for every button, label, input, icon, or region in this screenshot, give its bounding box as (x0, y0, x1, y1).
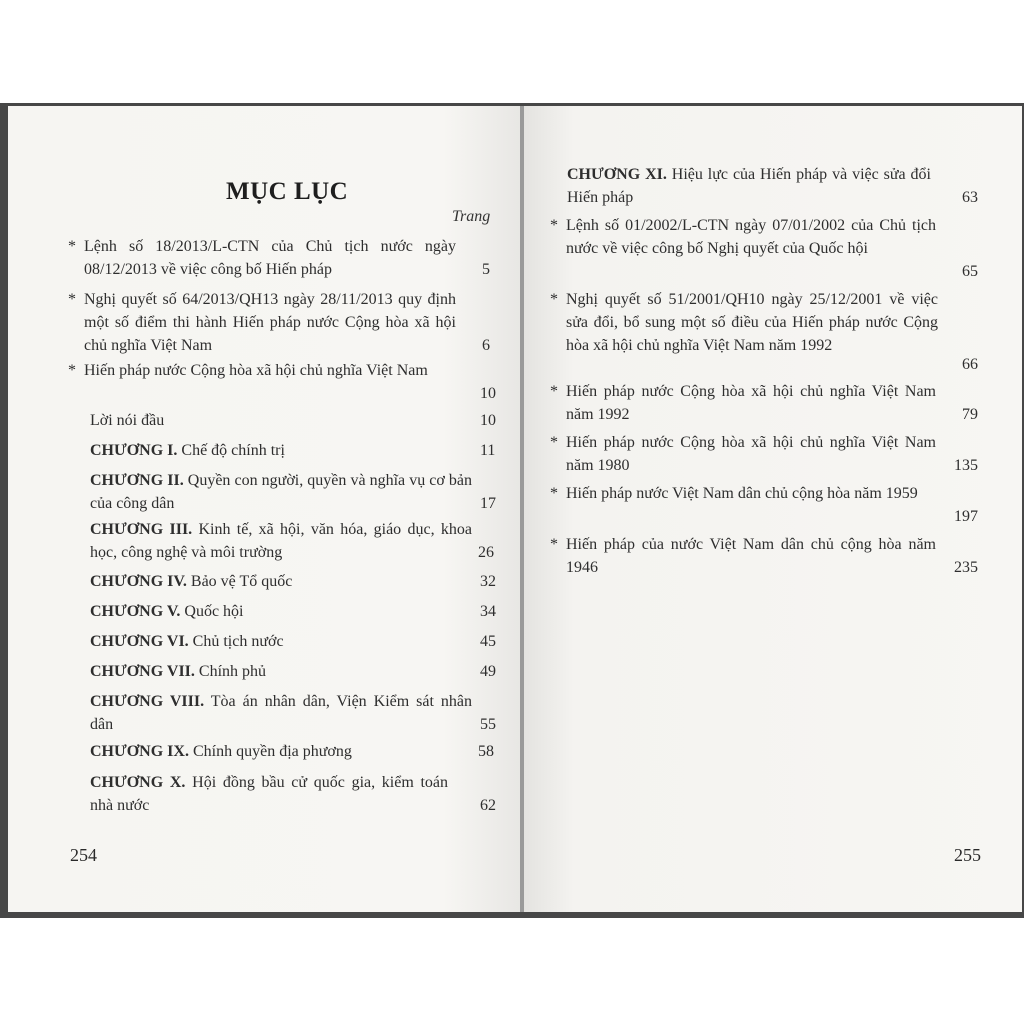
chapter-title: Hiệu lực của Hiến pháp và việc sửa đổi Hiến pháp (567, 166, 932, 206)
chapter-title: Hội đồng bầu cử quốc gia, kiểm toán nhà nước (90, 774, 449, 814)
entry-text: Nghị quyết số 64/2013/QH13 ngày 28/11/2013 quy định một số điểm thi hành Hiến pháp nước Cộng hòa xã hội chủ nghĩa Việt Nam (84, 291, 456, 354)
toc-chapter (90, 740, 450, 763)
toc-chapter (90, 600, 450, 623)
chapter-label: CHƯƠNG IV. (90, 573, 187, 590)
entry-page: 58 (478, 743, 494, 760)
entry-text: Hiến pháp nước Việt Nam dân chủ cộng hòa năm 1959 (566, 485, 918, 502)
entry-page: 45 (480, 633, 496, 650)
entry-page: 34 (480, 603, 496, 620)
toc-entry (68, 288, 500, 357)
chapter-title: Chính phủ (198, 663, 267, 680)
chapter-title: Quốc hội (184, 603, 244, 620)
toc-entry (68, 359, 500, 402)
bullet-star: * (68, 362, 76, 379)
toc-entry (550, 431, 936, 477)
toc-chapter (567, 163, 931, 209)
toc-entry (550, 288, 938, 357)
entry-text: Hiến pháp nước Cộng hòa xã hội chủ nghĩa Việt Nam năm 1980 (566, 434, 936, 474)
chapter-title: Chế độ chính trị (181, 442, 285, 459)
bullet-star: * (550, 217, 558, 234)
bullet-star: * (68, 291, 76, 308)
toc-chapter (90, 518, 472, 564)
toc-entry (550, 482, 936, 505)
chapter-label: CHƯƠNG IX. (90, 743, 189, 760)
entry-page: 5 (482, 261, 490, 278)
toc-chapter (90, 660, 450, 683)
chapter-title: Chủ tịch nước (192, 633, 284, 650)
entry-text: Hiến pháp nước Cộng hòa xã hội chủ nghĩa Việt Nam (84, 362, 428, 379)
chapter-label: CHƯƠNG VIII. (90, 693, 205, 710)
chapter-label: CHƯƠNG XI. (567, 166, 667, 183)
book-gutter (520, 106, 524, 912)
chapter-label: CHƯƠNG VI. (90, 633, 189, 650)
entry-text: Lời nói đầu (90, 412, 165, 429)
entry-page: 65 (962, 263, 978, 280)
chapter-label: CHƯƠNG I. (90, 442, 178, 459)
entry-text: Hiến pháp nước Cộng hòa xã hội chủ nghĩa Việt Nam năm 1992 (566, 383, 936, 423)
entry-page: 62 (480, 797, 496, 814)
toc-entry (550, 214, 936, 260)
entry-text: Lệnh số 18/2013/L-CTN của Chủ tịch nước ngày 08/12/2013 về việc công bố Hiến pháp (84, 238, 456, 278)
toc-chapter (90, 771, 448, 817)
entry-page: 10 (480, 385, 496, 402)
chapter-title: Kinh tế, xã hội, văn hóa, giáo dục, khoa học, công nghệ và môi trường (90, 521, 473, 561)
entry-text: Nghị quyết số 51/2001/QH10 ngày 25/12/2001 về việc sửa đổi, bổ sung một số điều của Hiến pháp nước Cộng hòa xã hội chủ nghĩa Việt Nam năm 1992 (566, 291, 938, 354)
toc-chapter (90, 630, 450, 653)
toc-chapter (90, 570, 450, 593)
entry-page: 17 (480, 495, 496, 512)
entry-page: 197 (954, 508, 978, 525)
entry-text: Lệnh số 01/2002/L-CTN ngày 07/01/2002 của Chủ tịch nước về việc công bố Nghị quyết của Quốc hội (566, 217, 936, 257)
entry-page: 55 (480, 716, 496, 733)
chapter-title: Tòa án nhân dân, Viện Kiểm sát nhân dân (90, 693, 473, 733)
entry-page: 135 (954, 457, 978, 474)
bullet-star: * (550, 291, 558, 308)
entry-page: 11 (480, 442, 496, 459)
toc-entry (550, 380, 936, 426)
entry-page: 26 (478, 544, 494, 561)
toc-chapter (90, 439, 450, 462)
entry-page: 10 (480, 412, 496, 429)
bullet-star: * (550, 434, 558, 451)
chapter-label: CHƯƠNG II. (90, 472, 184, 489)
chapter-title: Bảo vệ Tổ quốc (190, 573, 293, 590)
bullet-star: * (550, 485, 558, 502)
toc-entry (550, 533, 936, 579)
page-column-header: Trang (452, 208, 491, 225)
entry-page: 6 (482, 337, 490, 354)
entry-page: 235 (954, 559, 978, 576)
chapter-title: Quyền con người, quyền và nghĩa vụ cơ bản của công dân (90, 472, 473, 512)
chapter-label: CHƯƠNG X. (90, 774, 186, 791)
toc-chapter (90, 469, 472, 515)
entry-page: 49 (480, 663, 496, 680)
chapter-title: Chính quyền địa phương (192, 743, 352, 760)
bullet-star: * (68, 238, 76, 255)
toc-title: MỤC LỤC (226, 178, 349, 205)
right-page-number: 255 (954, 845, 981, 865)
left-page-number: 254 (70, 845, 97, 865)
entry-page: 79 (962, 406, 978, 423)
chapter-label: CHƯƠNG III. (90, 521, 193, 538)
entry-page: 63 (962, 189, 978, 206)
chapter-label: CHƯƠNG V. (90, 603, 181, 620)
bullet-star: * (550, 536, 558, 553)
entry-text: Hiến pháp của nước Việt Nam dân chủ cộng hòa năm 1946 (566, 536, 936, 576)
bullet-star: * (550, 383, 558, 400)
toc-subentry (90, 409, 164, 432)
entry-page: 66 (962, 356, 978, 373)
toc-entry (68, 235, 500, 281)
chapter-label: CHƯƠNG VII. (90, 663, 195, 680)
toc-chapter (90, 690, 472, 736)
entry-page: 32 (480, 573, 496, 590)
